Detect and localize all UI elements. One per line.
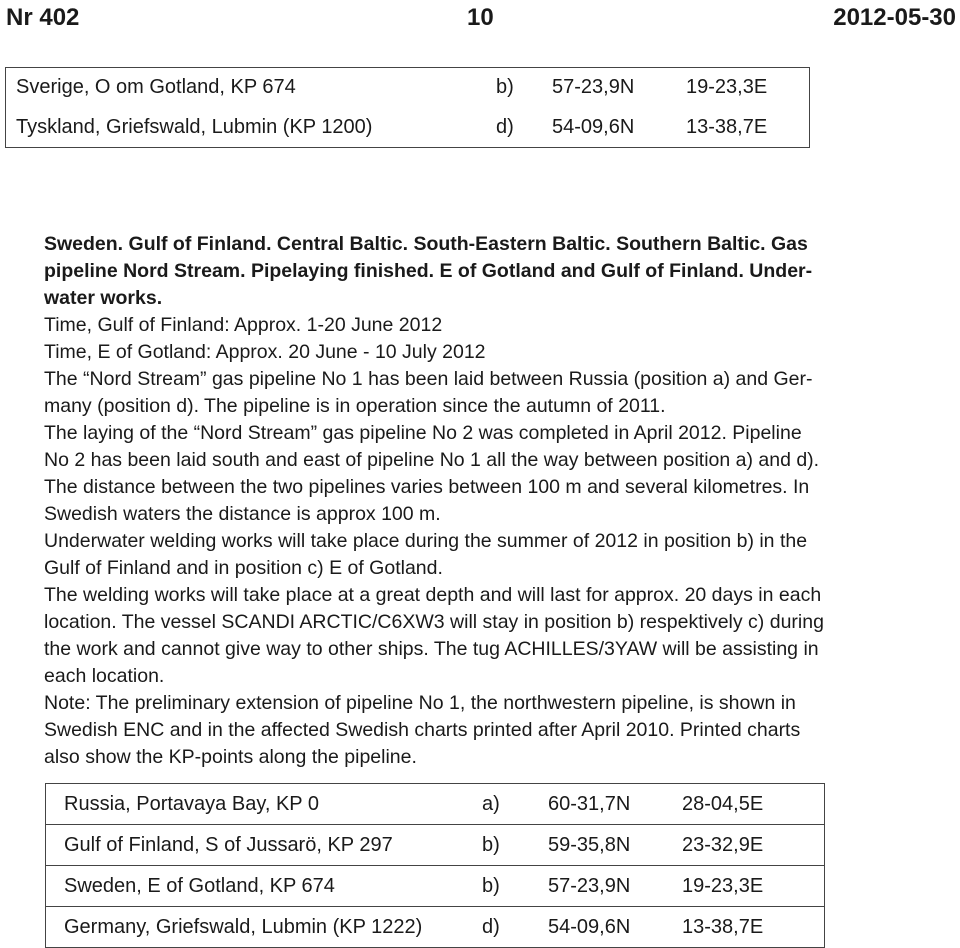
top-position-table [5,67,810,148]
position-latitude: 60-31,7N [546,784,672,825]
position-longitude: 23-32,9E [672,825,825,866]
issue-number: Nr 402 [6,4,80,31]
paragraph-pipeline-2 [44,420,958,528]
position-id: a) [482,784,546,825]
page-number: 10 [467,4,494,31]
text-line: each location. [44,665,165,687]
position-latitude: 59-35,8N [546,825,672,866]
position-longitude: 19-23,3E [672,866,825,907]
text-line: Note: The preliminary extension of pipeline No 1, the northwestern pipeline, is shown in [44,692,796,714]
table-row [46,784,825,825]
text-line: also show the KP-points along the pipeline. [44,746,417,768]
text-line: Swedish ENC and in the affected Swedish charts printed after April 2010. Printed charts [44,719,801,741]
text-line: Gulf of Finland and in position c) E of Gotland. [44,557,443,579]
position-place: Sweden, E of Gotland, KP 674 [46,866,483,907]
position-id: b) [482,866,546,907]
notice-article [44,231,958,771]
table-row [46,866,825,907]
text-line: Underwater welding works will take place during the summer of 2012 in position b) in the [44,530,808,552]
position-id: b) [496,76,514,99]
table-row [46,825,825,866]
position-place: Russia, Portavaya Bay, KP 0 [46,784,483,825]
time-gulf-of-finland: Time, Gulf of Finland: Approx. 1-20 June 2012 [44,314,443,336]
text-line: the work and cannot give way to other ships. The tug ACHILLES/3YAW will be assisting in [44,638,819,660]
paragraph-pipeline-1 [44,366,958,420]
position-latitude: 57-23,9N [546,866,672,907]
text-line: No 2 has been laid south and east of pipeline No 1 all the way between position a) and d). [44,449,820,471]
position-longitude: 13-38,7E [686,115,768,138]
position-id: d) [482,907,546,948]
position-place: Gulf of Finland, S of Jussarö, KP 297 [46,825,483,866]
paragraph-welding-duration [44,582,958,690]
position-place: Tyskland, Griefswald, Lubmin (KP 1200) [16,115,373,138]
table-row [6,68,810,108]
position-longitude: 13-38,7E [672,907,825,948]
text-line: location. The vessel SCANDI ARCTIC/C6XW3 will stay in position b) respektively c) during [44,611,824,633]
time-e-of-gotland: Time, E of Gotland: Approx. 20 June - 10 July 2012 [44,341,486,363]
position-latitude: 57-23,9N [552,76,635,99]
position-id: d) [496,115,514,138]
title-line: water works. [44,287,163,309]
position-place: Germany, Griefswald, Lubmin (KP 1222) [46,907,483,948]
table-row [6,108,810,148]
text-line: Swedish waters the distance is approx 100 m. [44,503,441,525]
position-id: b) [482,825,546,866]
position-place: Sverige, O om Gotland, KP 674 [16,76,296,99]
text-line: many (position d). The pipeline is in operation since the autumn of 2011. [44,395,666,417]
text-line: The laying of the “Nord Stream” gas pipeline No 2 was completed in April 2012. Pipeline [44,422,802,444]
title-line: pipeline Nord Stream. Pipelaying finished. E of Gotland and Gulf of Finland. Under- [44,260,813,282]
notice-title [44,231,958,312]
table-row [46,907,825,948]
bottom-position-table [45,783,825,948]
position-latitude: 54-09,6N [546,907,672,948]
paragraph-note [44,690,958,771]
position-latitude: 54-09,6N [552,115,635,138]
title-line: Sweden. Gulf of Finland. Central Baltic. South-Eastern Baltic. Southern Baltic. Gas [44,233,808,255]
issue-date: 2012-05-30 [833,4,956,31]
position-longitude: 28-04,5E [672,784,825,825]
paragraph-welding [44,528,958,582]
position-longitude: 19-23,3E [686,76,768,99]
text-line: The “Nord Stream” gas pipeline No 1 has been laid between Russia (position a) and Ger- [44,368,813,390]
text-line: The distance between the two pipelines varies between 100 m and several kilometres. In [44,476,810,498]
text-line: The welding works will take place at a great depth and will last for approx. 20 days in each [44,584,822,606]
